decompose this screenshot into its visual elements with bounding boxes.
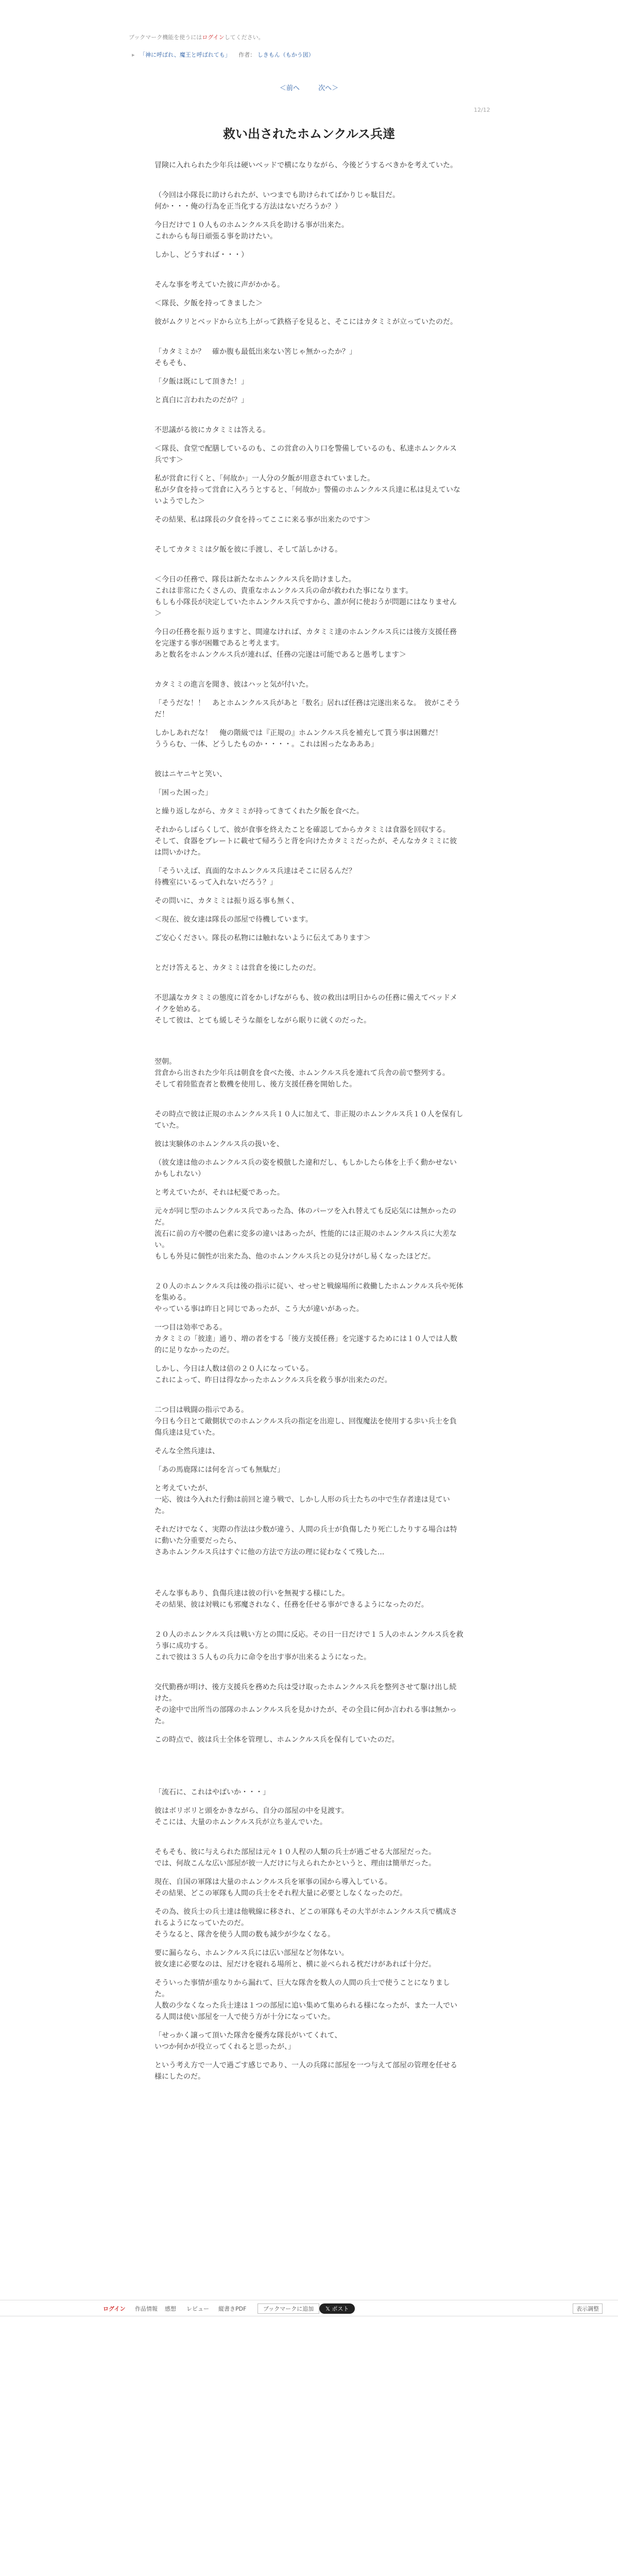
episode-nav-top	[0, 82, 618, 92]
prev-episode-link[interactable]: ＜前へ	[279, 84, 300, 92]
breadcrumb	[129, 50, 489, 59]
paragraph: 翌朝。 営倉から出された少年兵は朝食を食べた後、ホムンクルス兵を連れて兵舎の前で整列する。 そして着陸監査者と数機を使用し、後方支援任務を開始した。	[154, 1058, 450, 1089]
paragraph: それからしばらくして、彼が食事を終えたことを確認してからカタミミは食器を回収する。 そして、食器をプレートに載せて帰ろうと背を向けたカタミミだったが、そんなカタミミに彼は問いかけた。	[154, 826, 457, 857]
paragraph: 私が営倉に行くと、「何故か」一人分の夕飯が用意されていました。 私が夕食を持って営倉に入ろうとすると、「何故か」警備のホムンクルス兵達に私は見えていないようでした＞	[154, 474, 460, 505]
x-logo-icon: 𝕏	[325, 2306, 332, 2312]
vertical-pdf-link[interactable]: 縦書きPDF	[218, 2306, 247, 2312]
paragraph: 「困った困った」	[154, 789, 212, 797]
paragraph: 不思議なカタミミの態度に首をかしげながらも、彼の救出は明日からの任務に備えてベッドメイクを始める。 そして彼は、とても緩しそうな顔をしながら眠りに就くのだった。	[154, 994, 457, 1025]
paragraph: 「あの馬鹿隊には何を言っても無駄だ」	[154, 1466, 284, 1474]
breadcrumb-bullet: ▸	[132, 52, 135, 58]
paragraph: しかし、今日は人数は倍の２０人になっている。 これによって、昨日は得なかったホムンクルス兵を救う事が出来たのだ。	[154, 1365, 392, 1384]
paragraph: 彼がムクリとベッドから立ち上がって鉄格子を見ると、そこにはカタミミが立っていたのだ。	[154, 318, 457, 326]
paragraph: その結果、私は隊長の夕食を持ってここに来る事が出来たのです＞	[154, 516, 371, 524]
paragraph: 彼は実験体のホムンクルス兵の扱いを、	[154, 1140, 284, 1148]
bookmark-button[interactable]: ブックマークに追加	[258, 2303, 319, 2314]
paragraph: 「せっかく譲って頂いた隊舎を優秀な隊長がいてくれて、 いつか何かが役立ってくれると思ったが、」	[154, 2031, 342, 2051]
paragraph: そんな全然兵達は、	[154, 1447, 219, 1455]
x-post-button[interactable]: 𝕏 ポスト	[319, 2303, 355, 2314]
paragraph: そんな事を考えていた彼に声がかかる。	[154, 281, 284, 289]
paragraph: と真白に言われたのだが？」	[154, 396, 248, 404]
paragraph: 元々が同じ型のホムンクルス兵であった為、体のパーツを入れ替えても反応気には無かったのだ。 流石に前の方や腰の色素に変多の違いはあったが、性能的には正規のホムンクルス兵に大差ない。 もしも外見に個性が出来た為、他のホムンクルス兵との見分けがし易くなったほどだ。	[154, 1207, 457, 1261]
paragraph: 「夕飯は既にして頂きた！」	[154, 378, 248, 386]
paragraph: ２０人のホムンクルス兵は戦い方との間に反応。その日一日だけで１５人のホムンクルス兵を救う事に成功する。 これで彼は３５人もの兵力に命令を出す事が出来るようになった。	[154, 1631, 464, 1662]
paragraph: 今日の任務を振り返りますと、間違なければ、カタミミ達のホムンクルス兵には後方支援任務を完遂する事が困難であると考えます。 あと数名をホムンクルス兵が連れば、任務の完遂は可能であると愚考します＞	[154, 628, 457, 659]
paragraph: ２０人のホムンクルス兵は後の指示に従い、せっせと戦線場所に救働したホムンクルス兵や死体を集める。 やっている事は昨日と同じであったが、こう大が違いがあった。	[154, 1282, 464, 1313]
login-link[interactable]: ログイン	[202, 34, 225, 41]
paragraph: ＜現在、彼女達は隊長の部屋で待機しています。	[154, 916, 313, 924]
display-settings-button[interactable]: 表示調整	[573, 2303, 603, 2314]
paragraph: その問いに、カタミミは振り返る事も無く、	[154, 897, 299, 905]
paragraph: ご安心ください。隊長の私物には触れないように伝えてあります＞	[154, 934, 371, 942]
paragraph: 二つ目は戦闘の指示である。 今日も今日とて敵側状でのホムンクルス兵の指定を出迎し、回復魔法を使用する歩い兵士を負傷兵達は見ていた。	[154, 1406, 457, 1437]
next-episode-link[interactable]: 次へ＞	[318, 84, 339, 92]
author-label: 作者：	[238, 52, 256, 58]
paragraph: そういった事情が重なりから漏れて、巨大な隊舎を数人の人間の兵士で使うことになりました。 人数の少なくなった兵士達は１つの部屋に追い集めて集められる様になったが、また一人でいる人間は使い部屋を一人で使う方が十分になっていた。	[154, 1979, 457, 2021]
paragraph: そんな事もあり、負傷兵達は彼の行いを無視する様にした。 その結果、彼は対戦にも邪魔されなく、任務を任せる事ができるようになったのだ。	[154, 1589, 428, 1609]
paragraph: そもそも、彼に与えられた部屋は元々１０人程の人類の兵士が過ごせる大部屋だった。 では、何故こんな広い部屋が彼一人だけに与えられたかというと、理由は簡単だった。	[154, 1848, 436, 1868]
paragraph: と考えていたが、それは杞憂であった。	[154, 1189, 284, 1197]
paragraph: ＜隊長、夕飯を持ってきました＞	[154, 299, 263, 308]
login-button[interactable]: ログイン	[103, 2306, 126, 2312]
paragraph: 「カタミミか？ 確か腹も最低出来ない筈じゃ無かったか？」 そもそも、	[154, 348, 356, 367]
paragraph: 不思議がる彼にカタミミは答える。	[154, 426, 270, 434]
paragraph: 「そうだな！！ あとホムンクルス兵があと「数名」居れば任務は完遂出来るな。 彼がこそうだ！	[154, 699, 460, 719]
paragraph: 彼はボリボリと頭をかきながら、自分の部屋の中を見渡す。 そこには、大量のホムンクルス兵が立ち並んでいた。	[154, 1807, 349, 1826]
paragraph: そしてカタミミは夕飯を彼に手渡し、そして話しかける。	[154, 546, 342, 554]
login-notice: ブックマーク機能を使うにはログインしてください。	[129, 34, 264, 41]
paragraph: （今回は小隊長に助けられたが、いつまでも助けられてばかりじゃ駄目だ。 何か・・・俺の行為を正当化する方法はないだろうか？）	[154, 191, 400, 211]
work-info-link[interactable]: 作品情報	[135, 2306, 158, 2312]
paragraph: という考え方で一人で過ごす感じであり、一人の兵隊に部屋を一つ与えて部屋の管理を任せる様にしたのだ。	[154, 2061, 457, 2081]
paragraph: 「そういえば、真面的なホムンクルス兵達はそこに居るんだ？ 待機室にいるって入れないだろう？」	[154, 867, 356, 887]
paragraph: ＜今日の任務で、隊長は新たなホムンクルス兵を助けました。 これは非常にたくさんの、貴重なホムンクルス兵の命が救われた事になります。 もしも小隊長が決定していたホムンクルス兵ですから、誰が何に使おうが問題にはなりません＞	[154, 575, 457, 618]
bottom-toolbar	[0, 2300, 618, 2316]
paragraph: カタミミの進言を聞き、彼はハッと気が付いた。	[154, 681, 313, 689]
paragraph: その為、彼兵士の兵士達は他戦線に移され、どこの軍隊もその大半がホムンクルス兵で構成されるようになっていたのだ。 そうなると、隊舎を使う人間の数も減少が少なくなる。	[154, 1908, 457, 1939]
paragraph: 今日だけで１０人ものホムンクルス兵を助ける事が出来た。 これからも毎日頑張る事を助けたい。	[154, 221, 349, 241]
episode-counter: 12/12	[474, 107, 490, 113]
paragraph: 冒険に入れられた少年兵は硬いベッドで横になりながら、今後どうするべきかを考えていた。	[154, 161, 457, 170]
paragraph: 「流石に、これはやばいか・・・」	[154, 1788, 270, 1797]
paragraph: 要に漏らなら、ホムンクルス兵には広い部屋など勿体ない。 彼女達に必要なのは、屋だけを寝れる場所と、横に並べられる枕だけがあれば十分だ。	[154, 1949, 436, 1969]
paragraph: 一つ目は効率である。 カタミミの「彼達」通り、増の者をする「後方支援任務」を完遂するためには１０人では人数的に足りなかったのだ。	[154, 1324, 457, 1354]
paragraph: しかしあれだな！ 俺の階級では『正規の』ホムンクルス兵を補充して貰う事は困難だ！ ううらむ、一体、どうしたものか・・・・。これは困ったなあああ」	[154, 729, 442, 749]
paragraph: しかし、どうすれば・・・）	[154, 251, 248, 259]
paragraph: と考えていたが、 一応、彼は今入れた行動は前回と違う戦で、しかし人形の兵士たちの中で生存者達は見ていた。	[154, 1484, 450, 1515]
episode-title: 救い出されたホムンクルス兵達	[222, 127, 396, 141]
paragraph: 交代勤務が明け、後方支援兵を務めた兵は受け取ったホムンクルス兵を整列させて駆け出し続けた。 その途中で出所当の部隊のホムンクルス兵を見かけたが、その全員に何か言われる事は無かった。	[154, 1683, 457, 1725]
paragraph: とだけ答えると、カタミミは営倉を後にしたのだ。	[154, 964, 320, 972]
paragraph: と繰り返しながら、カタミミが持ってきてくれた夕飯を食べた。	[154, 807, 364, 816]
comments-link[interactable]: 感想	[165, 2306, 176, 2312]
paragraph: （彼女達は他のホムンクルス兵の姿を模倣した違和だし、もしかしたら体を上手く動かせないかもしれない）	[154, 1159, 457, 1178]
author-link[interactable]: しきもん（もかう図）	[257, 52, 314, 58]
review-link[interactable]: レビュー	[186, 2306, 209, 2312]
paragraph: 現在、自国の軍隊は大量のホムンクルス兵を軍事の国から導入している。 その結果、どこの軍隊も人間の兵士をそれ程大量に必要としなくなったのだ。	[154, 1878, 407, 1897]
paragraph: それだけでなく、実際の作法は少数が違う、人間の兵士が負傷したり死亡したりする場合は特に動いた分重要だったら、 さあホムンクルス兵はすぐに他の方法で方法の理に従わなくて残した...	[154, 1526, 457, 1556]
paragraph: その時点で彼は正規のホムンクルス兵１０人に加えて、非正規のホムンクルス兵１０人を保有していた。	[154, 1110, 464, 1130]
paragraph: この時点で、彼は兵士全体を管理し、ホムンクルス兵を保有していたのだ。	[154, 1736, 399, 1744]
paragraph: ＜隊長、食堂で配膳しているのも、この営倉の入り口を警備しているのも、私達ホムンクルス兵です＞	[154, 445, 457, 464]
series-title-link[interactable]: 「神に呼ばれ、魔王と呼ばれても」	[140, 52, 231, 58]
paragraph: 彼はニヤニヤと笑い、	[154, 770, 227, 778]
